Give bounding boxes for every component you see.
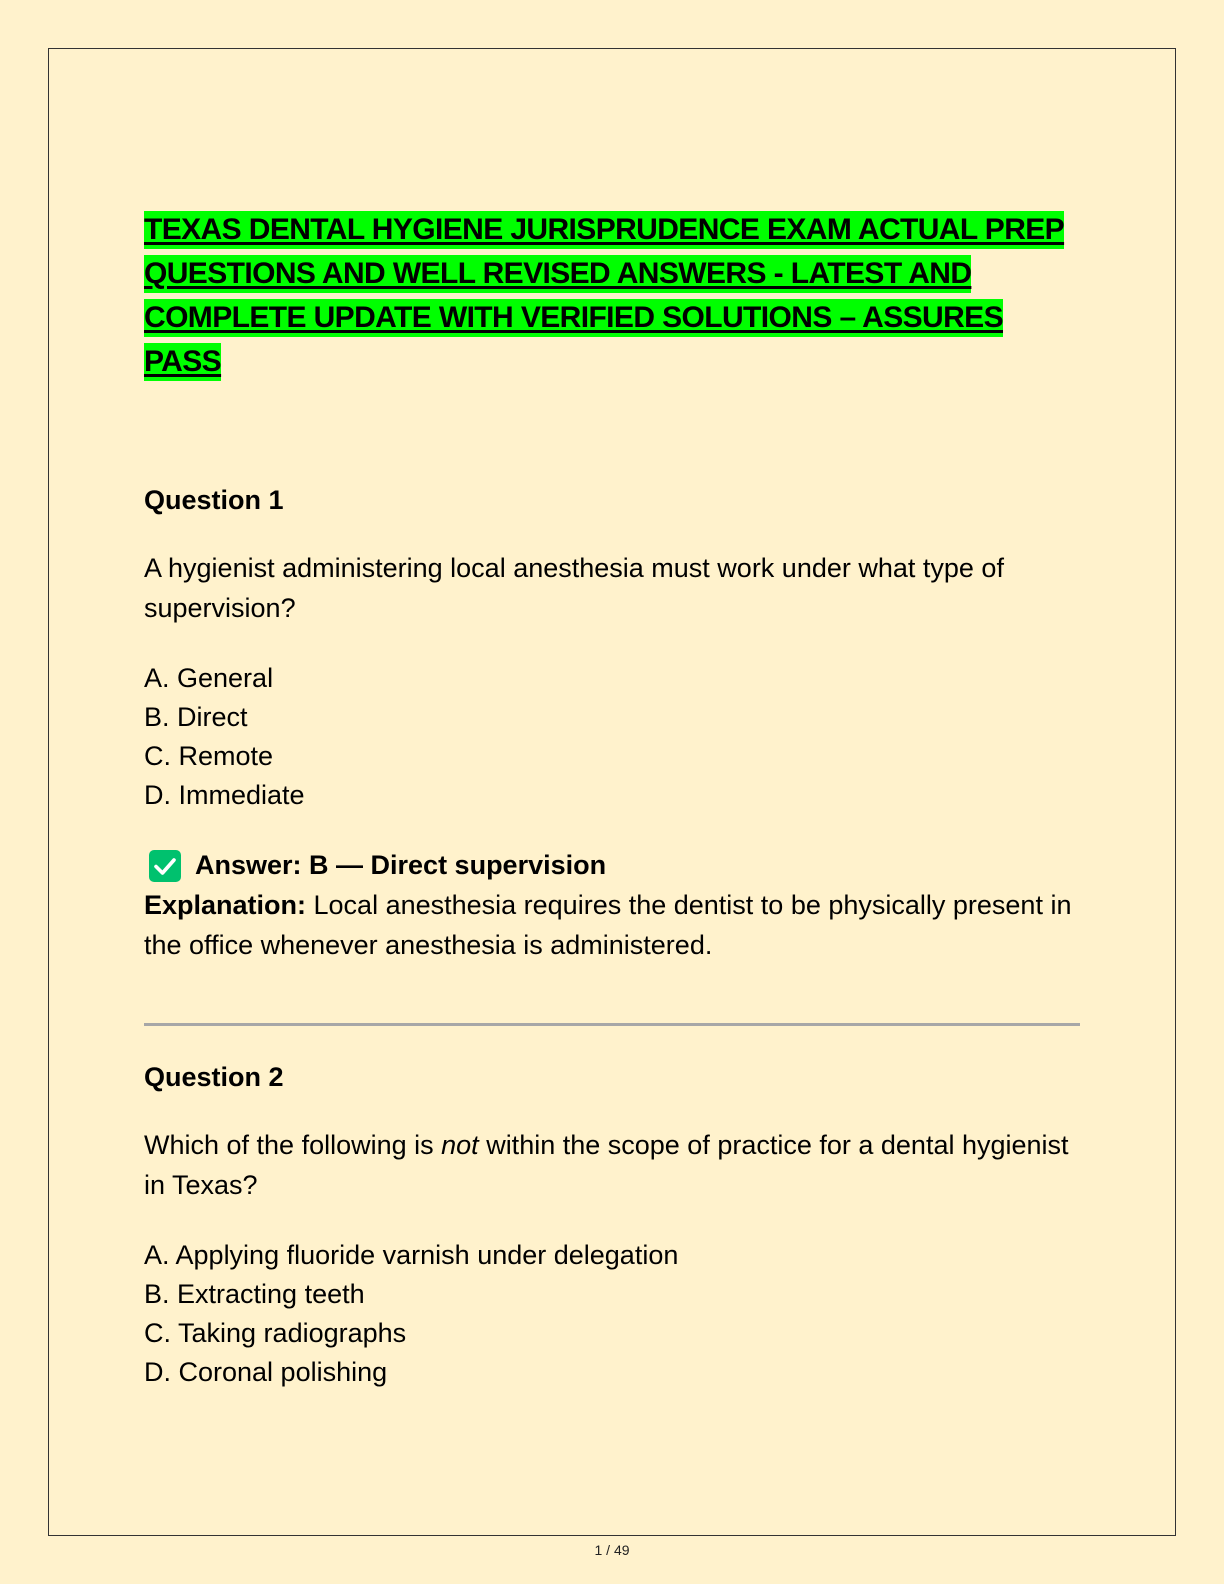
explanation-label: Explanation:: [144, 890, 307, 920]
question-heading: Question 1: [144, 485, 284, 515]
answer-text: Answer: B — Direct supervision: [195, 850, 607, 880]
question-text: A hygienist administering local anesthesia must work under what type of supervision?: [144, 553, 1004, 623]
option-d: D. Immediate: [144, 780, 305, 810]
question-text-start: Which of the following is: [144, 1130, 442, 1160]
document-title: [144, 208, 1080, 384]
option-b: B. Direct: [144, 702, 248, 732]
document-title-text: TEXAS DENTAL HYGIENE JURISPRUDENCE EXAM ACTUAL PREP QUESTIONS AND WELL REVISED ANSWERS - LATEST AND COMPLETE UPDATE WITH VERIFIED SOLUTIONS – ASSURES PASS: [144, 211, 1064, 381]
explanation-text: Local anesthesia requires the dentist to be physically present in the office whenever anesthesia is administered.: [144, 890, 1072, 960]
check-mark-icon: [149, 850, 181, 882]
option-a: A. General: [144, 663, 274, 693]
option-d: D. Coronal polishing: [144, 1357, 388, 1387]
question-text: [144, 1125, 1080, 1205]
section-divider: [144, 1023, 1080, 1026]
question-1: [144, 483, 1080, 965]
answer-options: [144, 659, 1080, 815]
question-heading: Question 2: [144, 1062, 284, 1092]
page-number: 1 / 49: [594, 1542, 630, 1558]
option-c: C. Remote: [144, 741, 274, 771]
correct-answer: [144, 846, 1080, 885]
question-text-end: within the scope of practice for a dental hygienist in Texas?: [144, 1130, 1069, 1200]
question-text-emphasis: not: [441, 1130, 479, 1160]
answer-options: [144, 1236, 1080, 1392]
option-a: A. Applying fluoride varnish under delegation: [144, 1240, 679, 1270]
explanation: [144, 885, 1080, 965]
question-2: [144, 1060, 1080, 1392]
document-content: [144, 208, 1080, 1392]
option-c: C. Taking radiographs: [144, 1318, 407, 1348]
option-b: B. Extracting teeth: [144, 1279, 365, 1309]
